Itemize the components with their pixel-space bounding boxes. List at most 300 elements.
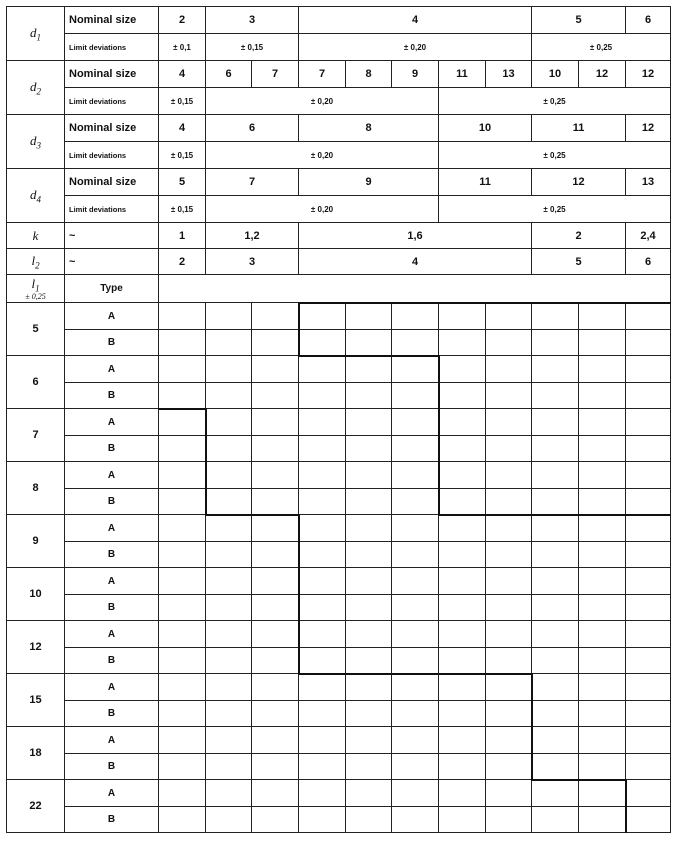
- d3-nominal-value: 12: [626, 115, 671, 142]
- grid-cell: [159, 303, 206, 330]
- symbol-letter: l: [31, 275, 36, 291]
- l1-value: 22: [7, 780, 65, 833]
- l1-18-type-B-row: [7, 754, 671, 780]
- symbol-letter: d: [30, 132, 37, 148]
- grid-cell: [579, 436, 626, 462]
- grid-cell: [626, 303, 671, 330]
- d3-nominal-row: [7, 115, 671, 142]
- grid-cell: [346, 754, 392, 780]
- grid-cell: [579, 489, 626, 515]
- grid-cell: [299, 621, 346, 648]
- nominal-size-label: Nominal size: [65, 115, 159, 142]
- grid-cell: [346, 674, 392, 701]
- grid-cell: [439, 568, 486, 595]
- d3-symbol: [7, 115, 65, 169]
- l1-5-type-A-row: [7, 303, 671, 330]
- d2-nominal-value: 10: [532, 61, 579, 88]
- grid-cell: [486, 330, 532, 356]
- grid-cell: [346, 542, 392, 568]
- dimension-table: [6, 6, 671, 833]
- grid-cell: [299, 330, 346, 356]
- l1-15-type-B-row: [7, 701, 671, 727]
- grid-cell: [392, 674, 439, 701]
- grid-cell: [392, 621, 439, 648]
- grid-cell: [579, 621, 626, 648]
- grid-cell: [346, 330, 392, 356]
- grid-cell: [439, 621, 486, 648]
- grid-cell: [346, 303, 392, 330]
- grid-cell: [206, 356, 252, 383]
- l1-value: 5: [7, 303, 65, 356]
- grid-cell: [486, 780, 532, 807]
- grid-cell: [626, 754, 671, 780]
- grid-cell: [252, 383, 299, 409]
- grid-cell: [626, 489, 671, 515]
- l1-7-type-B-row: [7, 436, 671, 462]
- grid-cell: [486, 462, 532, 489]
- l1-value: 9: [7, 515, 65, 568]
- grid-cell: [299, 648, 346, 674]
- symbol-subscript: 3: [36, 140, 41, 151]
- d1-symbol: [7, 7, 65, 61]
- d3-nominal-value: 6: [206, 115, 299, 142]
- grid-cell: [392, 648, 439, 674]
- d4-deviation-value: ± 0,20: [206, 196, 439, 223]
- grid-cell: [299, 409, 346, 436]
- grid-cell: [486, 436, 532, 462]
- grid-cell: [626, 356, 671, 383]
- type-cell: B: [65, 383, 159, 409]
- l1-value: 12: [7, 621, 65, 674]
- grid-cell: [346, 701, 392, 727]
- grid-cell: [299, 515, 346, 542]
- grid-cell: [299, 674, 346, 701]
- type-cell: B: [65, 542, 159, 568]
- d1-deviation-value: ± 0,15: [206, 34, 299, 61]
- grid-cell: [532, 621, 579, 648]
- grid-cell: [252, 409, 299, 436]
- grid-cell: [626, 515, 671, 542]
- grid-cell: [392, 383, 439, 409]
- grid-cell: [439, 462, 486, 489]
- d4-deviation-value: ± 0,15: [159, 196, 206, 223]
- grid-cell: [252, 701, 299, 727]
- grid-cell: [206, 409, 252, 436]
- d3-deviation-row: [7, 142, 671, 169]
- grid-cell: [486, 754, 532, 780]
- grid-cell: [626, 648, 671, 674]
- l1-value: 6: [7, 356, 65, 409]
- d2-deviation-value: ± 0,15: [159, 88, 206, 115]
- type-cell: A: [65, 462, 159, 489]
- grid-cell: [206, 754, 252, 780]
- grid-cell: [626, 542, 671, 568]
- grid-cell: [252, 542, 299, 568]
- l1-8-type-B-row: [7, 489, 671, 515]
- grid-cell: [206, 462, 252, 489]
- grid-cell: [626, 621, 671, 648]
- grid-cell: [299, 356, 346, 383]
- symbol-subscript: 4: [36, 194, 41, 205]
- d3-deviation-value: ± 0,15: [159, 142, 206, 169]
- grid-cell: [159, 489, 206, 515]
- l1-value: 18: [7, 727, 65, 780]
- grid-cell: [486, 674, 532, 701]
- symbol-subscript: 2: [36, 86, 41, 97]
- k-symbol: [7, 223, 65, 249]
- l1-12-type-B-row: [7, 648, 671, 674]
- d4-nominal-value: 5: [159, 169, 206, 196]
- grid-cell: [579, 330, 626, 356]
- l1-10-type-B-row: [7, 595, 671, 621]
- l2-value: 6: [626, 249, 671, 275]
- l1-value: 8: [7, 462, 65, 515]
- grid-cell: [392, 807, 439, 833]
- grid-cell: [299, 595, 346, 621]
- k-value: 2,4: [626, 223, 671, 249]
- limit-deviations-label: Limit deviations: [65, 34, 159, 61]
- nominal-size-label: Nominal size: [65, 7, 159, 34]
- k-value: 1: [159, 223, 206, 249]
- grid-cell: [159, 674, 206, 701]
- d3-nominal-value: 4: [159, 115, 206, 142]
- nominal-size-label: Nominal size: [65, 61, 159, 88]
- grid-cell: [626, 330, 671, 356]
- type-cell: A: [65, 356, 159, 383]
- grid-cell: [626, 568, 671, 595]
- grid-cell: [346, 648, 392, 674]
- limit-deviations-label: Limit deviations: [65, 196, 159, 223]
- grid-cell: [159, 356, 206, 383]
- grid-cell: [346, 568, 392, 595]
- l2-value: 5: [532, 249, 626, 275]
- grid-cell: [579, 701, 626, 727]
- grid-cell: [299, 462, 346, 489]
- grid-cell: [486, 568, 532, 595]
- d2-nominal-value: 11: [439, 61, 486, 88]
- symbol-letter: d: [30, 186, 37, 202]
- grid-cell: [579, 674, 626, 701]
- grid-cell: [346, 595, 392, 621]
- grid-cell: [346, 621, 392, 648]
- grid-cell: [439, 674, 486, 701]
- d3-nominal-value: 11: [532, 115, 626, 142]
- type-cell: B: [65, 807, 159, 833]
- grid-cell: [252, 648, 299, 674]
- limit-deviations-label: Limit deviations: [65, 88, 159, 115]
- grid-cell: [206, 727, 252, 754]
- grid-cell: [206, 595, 252, 621]
- grid-cell: [532, 727, 579, 754]
- d2-deviation-value: ± 0,25: [439, 88, 671, 115]
- grid-cell: [579, 383, 626, 409]
- grid-cell: [346, 727, 392, 754]
- grid-cell: [532, 807, 579, 833]
- grid-cell: [392, 489, 439, 515]
- l2-value: 4: [299, 249, 532, 275]
- grid-cell: [439, 780, 486, 807]
- grid-cell: [159, 595, 206, 621]
- grid-cell: [392, 568, 439, 595]
- grid-cell: [392, 595, 439, 621]
- l1-12-type-A-row: [7, 621, 671, 648]
- grid-cell: [252, 436, 299, 462]
- grid-cell: [392, 780, 439, 807]
- grid-cell: [299, 701, 346, 727]
- l1-value: 15: [7, 674, 65, 727]
- grid-cell: [392, 330, 439, 356]
- grid-cell: [159, 462, 206, 489]
- type-cell: B: [65, 754, 159, 780]
- type-cell: A: [65, 780, 159, 807]
- l1-7-type-A-row: [7, 409, 671, 436]
- grid-cell: [252, 568, 299, 595]
- d4-nominal-value: 9: [299, 169, 439, 196]
- grid-cell: [392, 303, 439, 330]
- grid-cell: [579, 595, 626, 621]
- grid-cell: [439, 436, 486, 462]
- l2-value: 3: [206, 249, 299, 275]
- d2-nominal-value: 12: [626, 61, 671, 88]
- grid-cell: [252, 780, 299, 807]
- grid-cell: [486, 595, 532, 621]
- grid-cell: [252, 303, 299, 330]
- grid-cell: [486, 515, 532, 542]
- grid-cell: [159, 515, 206, 542]
- type-cell: B: [65, 701, 159, 727]
- grid-cell: [532, 754, 579, 780]
- d1-nominal-value: 2: [159, 7, 206, 34]
- grid-cell: [159, 409, 206, 436]
- grid-cell: [579, 303, 626, 330]
- grid-cell: [579, 648, 626, 674]
- grid-cell: [392, 754, 439, 780]
- grid-cell: [346, 780, 392, 807]
- l1-10-type-A-row: [7, 568, 671, 595]
- grid-cell: [392, 436, 439, 462]
- l1-6-type-B-row: [7, 383, 671, 409]
- grid-cell: [439, 409, 486, 436]
- grid-cell: [532, 701, 579, 727]
- grid-cell: [392, 356, 439, 383]
- grid-cell: [159, 754, 206, 780]
- d2-nominal-value: 7: [299, 61, 346, 88]
- d4-nominal-row: [7, 169, 671, 196]
- l1-15-type-A-row: [7, 674, 671, 701]
- d1-deviation-row: [7, 34, 671, 61]
- grid-cell: [206, 621, 252, 648]
- grid-cell: [626, 727, 671, 754]
- grid-cell: [252, 330, 299, 356]
- d4-deviation-row: [7, 196, 671, 223]
- grid-cell: [346, 436, 392, 462]
- type-cell: A: [65, 568, 159, 595]
- grid-cell: [626, 383, 671, 409]
- grid-cell: [392, 409, 439, 436]
- type-cell: A: [65, 674, 159, 701]
- grid-cell: [532, 330, 579, 356]
- l2-value: 2: [159, 249, 206, 275]
- grid-cell: [159, 648, 206, 674]
- grid-cell: [579, 356, 626, 383]
- l1-tolerance: ± 0,25: [25, 292, 46, 302]
- type-cell: B: [65, 595, 159, 621]
- d1-deviation-value: ± 0,1: [159, 34, 206, 61]
- d4-deviation-value: ± 0,25: [439, 196, 671, 223]
- grid-cell: [486, 303, 532, 330]
- grid-cell: [206, 383, 252, 409]
- d4-nominal-value: 11: [439, 169, 532, 196]
- grid-cell: [206, 648, 252, 674]
- grid-cell: [346, 515, 392, 542]
- k-value: 1,6: [299, 223, 532, 249]
- grid-cell: [532, 436, 579, 462]
- grid-cell: [206, 674, 252, 701]
- d2-nominal-value: 9: [392, 61, 439, 88]
- d1-nominal-value: 3: [206, 7, 299, 34]
- approx-label: ~: [65, 249, 159, 275]
- l2-symbol: [7, 249, 65, 275]
- grid-cell: [486, 409, 532, 436]
- k-value: 2: [532, 223, 626, 249]
- d2-nominal-value: 7: [252, 61, 299, 88]
- grid-cell: [252, 462, 299, 489]
- grid-cell: [579, 542, 626, 568]
- grid-cell: [626, 701, 671, 727]
- l1-header-row: [7, 275, 671, 303]
- grid-cell: [206, 489, 252, 515]
- d4-nominal-value: 7: [206, 169, 299, 196]
- d2-nominal-value: 8: [346, 61, 392, 88]
- grid-cell: [299, 727, 346, 754]
- grid-cell: [392, 701, 439, 727]
- l1-value: 10: [7, 568, 65, 621]
- grid-cell: [439, 648, 486, 674]
- grid-cell: [579, 462, 626, 489]
- grid-cell: [532, 674, 579, 701]
- grid-cell: [579, 807, 626, 833]
- symbol-subscript: 2: [35, 260, 40, 271]
- grid-cell: [299, 436, 346, 462]
- grid-cell: [532, 409, 579, 436]
- grid-cell: [346, 356, 392, 383]
- grid-cell: [299, 383, 346, 409]
- grid-cell: [486, 356, 532, 383]
- d4-nominal-value: 13: [626, 169, 671, 196]
- grid-cell: [626, 674, 671, 701]
- grid-cell: [206, 701, 252, 727]
- grid-cell: [346, 807, 392, 833]
- grid-cell: [626, 807, 671, 833]
- l1-symbol: [7, 275, 65, 303]
- grid-cell: [626, 436, 671, 462]
- d2-deviation-row: [7, 88, 671, 115]
- grid-cell: [252, 754, 299, 780]
- l1-22-type-A-row: [7, 780, 671, 807]
- grid-cell: [626, 409, 671, 436]
- grid-cell: [626, 462, 671, 489]
- grid-cell: [252, 515, 299, 542]
- grid-cell: [439, 727, 486, 754]
- l1-value: 7: [7, 409, 65, 462]
- grid-cell: [439, 515, 486, 542]
- type-cell: B: [65, 330, 159, 356]
- grid-cell: [392, 462, 439, 489]
- grid-cell: [252, 674, 299, 701]
- d2-nominal-row: [7, 61, 671, 88]
- d2-nominal-value: 13: [486, 61, 532, 88]
- symbol-subscript: 1: [36, 32, 41, 43]
- grid-cell: [439, 330, 486, 356]
- l1-22-type-B-row: [7, 807, 671, 833]
- grid-cell: [206, 515, 252, 542]
- approx-label: ~: [65, 223, 159, 249]
- l1-18-type-A-row: [7, 727, 671, 754]
- grid-cell: [206, 807, 252, 833]
- type-cell: A: [65, 303, 159, 330]
- grid-cell: [486, 648, 532, 674]
- symbol-subscript: 1: [35, 283, 40, 294]
- symbol-letter: d: [30, 24, 37, 40]
- grid-cell: [579, 780, 626, 807]
- symbol-letter: k: [32, 227, 39, 243]
- grid-cell: [346, 383, 392, 409]
- grid-cell: [159, 780, 206, 807]
- grid-cell: [532, 515, 579, 542]
- grid-cell: [206, 303, 252, 330]
- grid-cell: [486, 621, 532, 648]
- grid-cell: [626, 595, 671, 621]
- grid-cell: [532, 356, 579, 383]
- grid-cell: [299, 303, 346, 330]
- grid-cell: [439, 595, 486, 621]
- k-row: [7, 223, 671, 249]
- grid-cell: [159, 568, 206, 595]
- d1-nominal-value: 5: [532, 7, 626, 34]
- grid-cell: [579, 568, 626, 595]
- l1-9-type-B-row: [7, 542, 671, 568]
- grid-cell: [206, 436, 252, 462]
- l1-6-type-A-row: [7, 356, 671, 383]
- grid-cell: [299, 542, 346, 568]
- grid-cell: [299, 807, 346, 833]
- grid-cell: [579, 409, 626, 436]
- grid-cell: [532, 780, 579, 807]
- grid-cell: [159, 436, 206, 462]
- grid-cell: [626, 780, 671, 807]
- grid-cell: [392, 515, 439, 542]
- grid-cell: [346, 462, 392, 489]
- d3-deviation-value: ± 0,20: [206, 142, 439, 169]
- symbol-letter: l: [31, 252, 36, 268]
- grid-cell: [486, 542, 532, 568]
- d3-deviation-value: ± 0,25: [439, 142, 671, 169]
- grid-cell: [159, 330, 206, 356]
- grid-cell: [532, 595, 579, 621]
- l2-row: [7, 249, 671, 275]
- grid-cell: [532, 568, 579, 595]
- d1-deviation-value: ± 0,25: [532, 34, 671, 61]
- d1-nominal-value: 6: [626, 7, 671, 34]
- grid-cell: [392, 542, 439, 568]
- d3-nominal-value: 8: [299, 115, 439, 142]
- grid-cell: [532, 542, 579, 568]
- grid-cell: [392, 727, 439, 754]
- nominal-size-label: Nominal size: [65, 169, 159, 196]
- d1-nominal-row: [7, 7, 671, 34]
- type-header: Type: [65, 275, 159, 303]
- grid-cell: [579, 727, 626, 754]
